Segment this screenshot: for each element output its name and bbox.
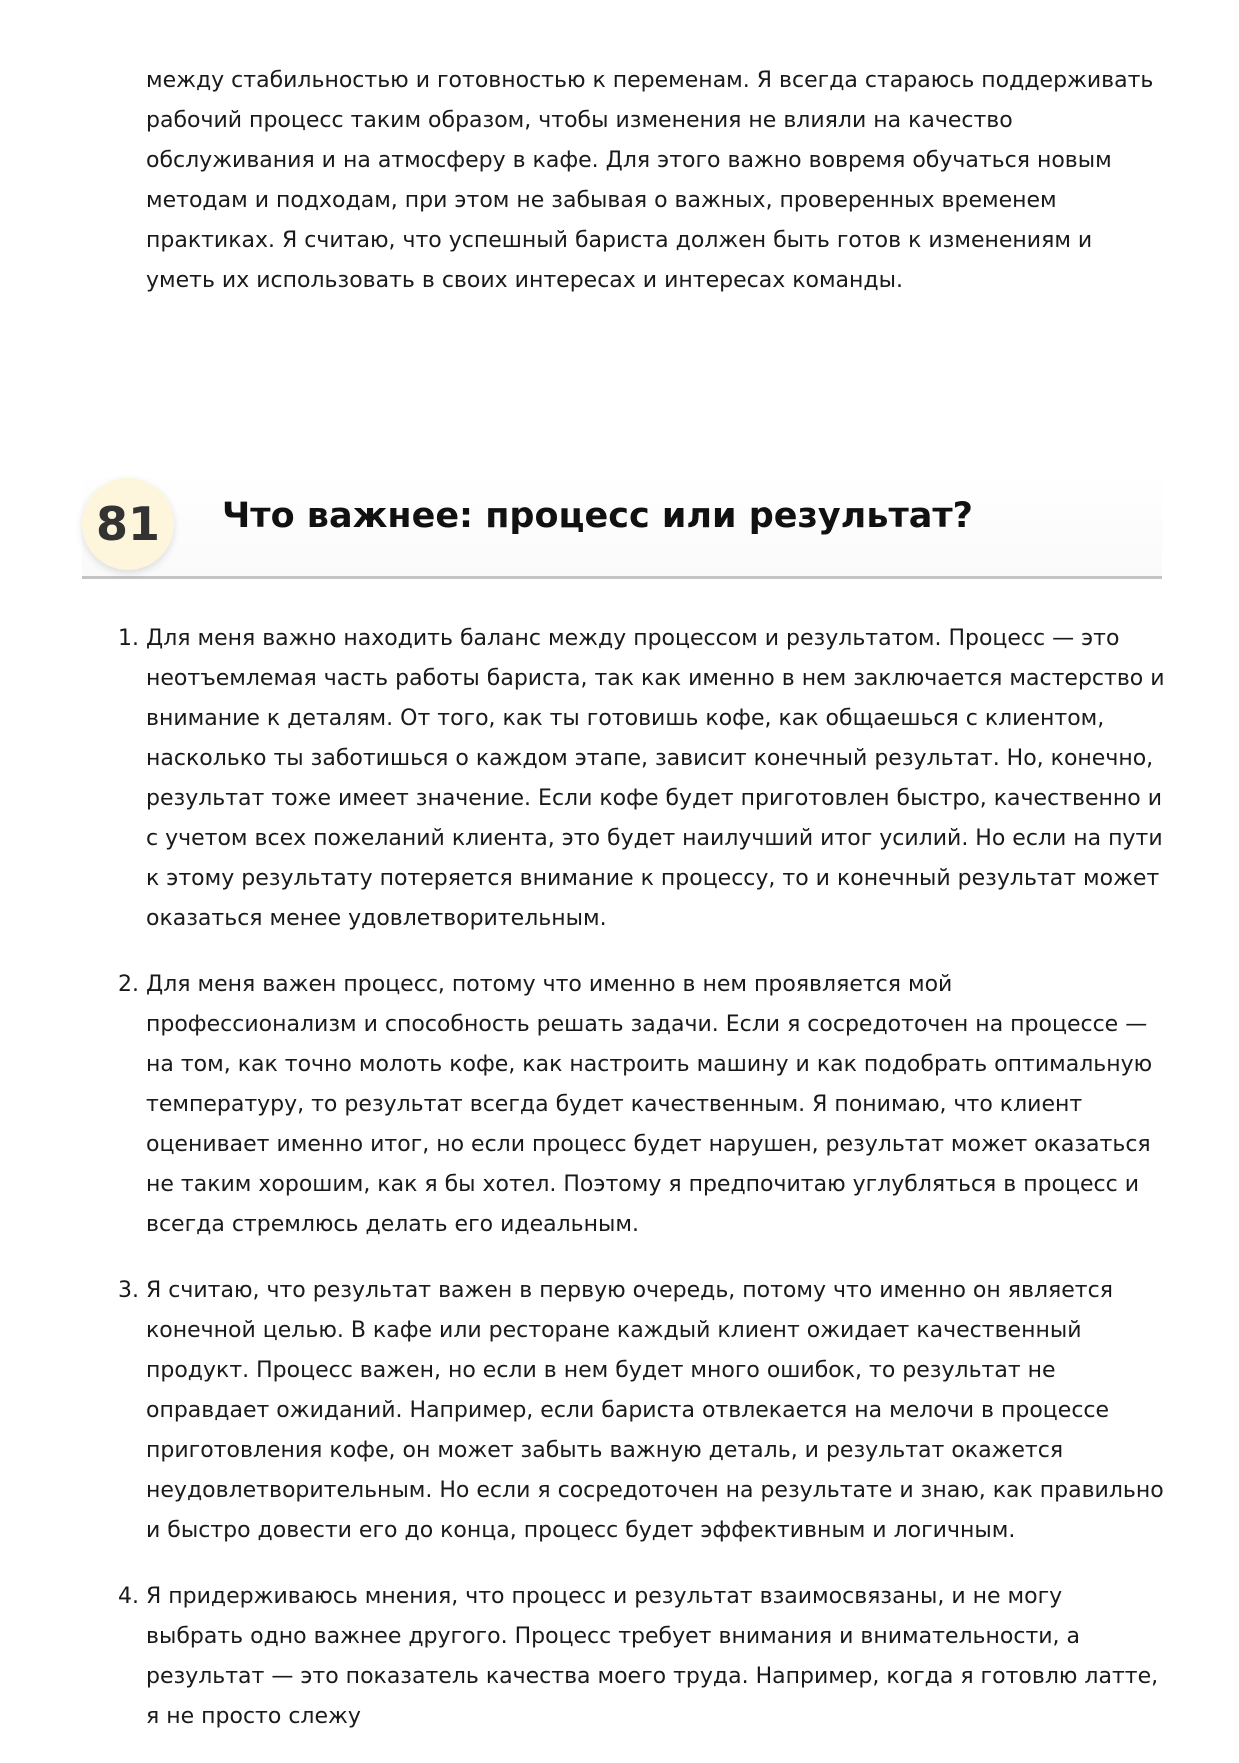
answers-list: [118, 619, 1166, 1763]
question-title: Что важнее: процесс или результат?: [222, 496, 973, 536]
answer-item: [118, 619, 1166, 939]
answer-number: 3.: [118, 1278, 139, 1303]
section-header: [82, 470, 1162, 579]
answer-text: Я считаю, что результат важен в первую очередь, потому что именно он является конечной целью. В кафе или ресторане каждый клиент ожидает качественный продукт. Процесс важен, но если в нем будет много ошибок, то результат не оправдает ожиданий. Например, если бариста отвлекается на мелочи в процессе приготовления кофе, он может забыть важную деталь, и результат окажется неудовлетворительным. Но если я сосредоточен на результате и знаю, как правильно и быстро довести его до конца, процесс будет эффективным и логичным.: [146, 1278, 1164, 1543]
answer-text: Я придерживаюсь мнения, что процесс и результат взаимосвязаны, и не могу выбрать одно важнее другого. Процесс требует внимания и внимательности, а результат — это показатель качества моего труда. Например, когда я готовлю латте, я не просто слежу: [146, 1584, 1159, 1729]
answer-number: 2.: [118, 972, 139, 997]
answer-number: 4.: [118, 1584, 139, 1609]
answer-item: [118, 965, 1166, 1245]
answer-item: [118, 1271, 1166, 1551]
answer-text: Для меня важно находить баланс между процессом и результатом. Процесс — это неотъемлемая часть работы бариста, так как именно в нем заключается мастерство и внимание к деталям. От того, как ты готовишь кофе, как общаешься с клиентом, насколько ты заботишься о каждом этапе, зависит конечный результат. Но, конечно, результат тоже имеет значение. Если кофе будет приготовлен быстро, качественно и с учетом всех пожеланий клиента, это будет наилучший итог усилий. Но если на пути к этому результату потеряется внимание к процессу, то и конечный результат может оказаться менее удовлетворительным.: [146, 626, 1165, 931]
answer-item: [118, 1577, 1166, 1737]
answer-number: 1.: [118, 626, 139, 651]
question-number-badge: 81: [82, 478, 174, 570]
answer-text: Для меня важен процесс, потому что именно в нем проявляется мой профессионализм и способность решать задачи. Если я сосредоточен на процессе — на том, как точно молоть кофе, как настроить машину и как подобрать оптимальную температуру, то результат всегда будет качественным. Я понимаю, что клиент оценивает именно итог, но если процесс будет нарушен, результат может оказаться не таким хорошим, как я бы хотел. Поэтому я предпочитаю углубляться в процесс и всегда стремлюсь делать его идеальным.: [146, 972, 1153, 1237]
intro-paragraph: между стабильностью и готовностью к переменам. Я всегда стараюсь поддерживать рабочий процесс таким образом, чтобы изменения не влияли на качество обслуживания и на атмосферу в кафе. Для этого важно вовремя обучаться новым методам и подходам, при этом не забывая о важных, проверенных временем практиках. Я считаю, что успешный бариста должен быть готов к изменениям и уметь их использовать в своих интересах и интересах команды.: [146, 68, 1154, 293]
